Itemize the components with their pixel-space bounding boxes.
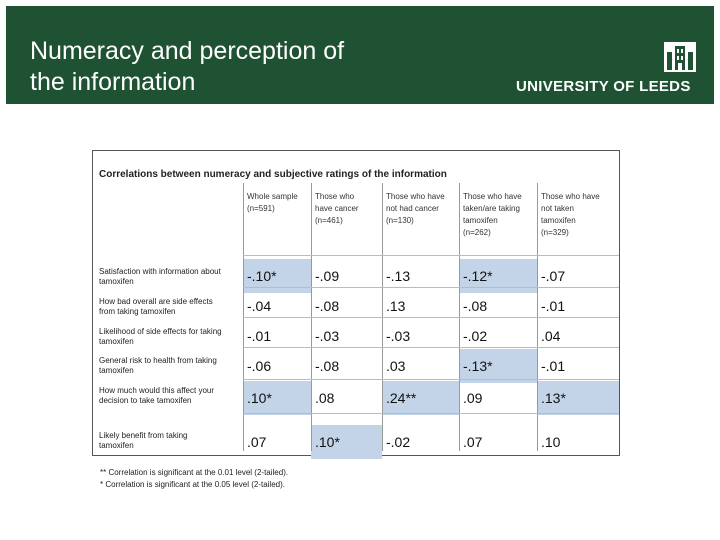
column-header-not-taken-tamoxifen: Those who have not taken tamoxifen (n=329) xyxy=(541,192,600,237)
table-cell: -.04 xyxy=(247,298,272,314)
grid-divider xyxy=(243,287,619,288)
table-cell: -.10* xyxy=(243,259,311,293)
row-label-side-effects-likelihood: Likelihood of side effects for taking tamoxifen xyxy=(99,327,222,346)
table-cell: -.12* xyxy=(459,259,537,293)
university-name: UNIVERSITY OF LEEDS xyxy=(516,78,691,95)
table-cell: .03 xyxy=(386,358,406,374)
table-cell: -.06 xyxy=(247,358,272,374)
column-header-have-cancer: Those who have cancer (n=461) xyxy=(315,192,359,225)
table-cell: .24** xyxy=(382,381,459,415)
table-cell: -.01 xyxy=(247,328,272,344)
table-cell: .07 xyxy=(463,434,483,450)
university-tower-icon xyxy=(664,40,696,72)
grid-divider xyxy=(243,413,619,414)
slide-title: Numeracy and perception of the information xyxy=(30,37,345,96)
table-cell: -.13 xyxy=(386,268,411,284)
row-label-likely-benefit: Likely benefit from taking tamoxifen xyxy=(99,431,188,450)
table-cell: .07 xyxy=(247,434,267,450)
table-cell: -.03 xyxy=(386,328,411,344)
footnote-significance-005: * Correlation is significant at the 0.05 level (2-tailed). xyxy=(100,480,285,489)
column-header-not-had-cancer: Those who have not had cancer (n=130) xyxy=(386,192,445,225)
table-caption: Correlations between numeracy and subjective ratings of the information xyxy=(99,169,447,180)
grid-divider xyxy=(243,347,619,348)
table-cell: -.08 xyxy=(463,298,488,314)
table-cell: -.08 xyxy=(315,298,340,314)
university-logo xyxy=(516,36,706,100)
footnote-significance-001: ** Correlation is significant at the 0.01 level (2-tailed). xyxy=(100,468,289,477)
table-cell: -.13* xyxy=(459,349,537,383)
row-label-side-effects-severity: How bad overall are side effects from taking tamoxifen xyxy=(99,297,213,316)
grid-divider xyxy=(243,255,619,256)
table-cell: .13* xyxy=(537,381,619,415)
table-cell: -.02 xyxy=(463,328,488,344)
row-label-general-risk: General risk to health from taking tamoxifen xyxy=(99,356,217,375)
table-cell: -.07 xyxy=(541,268,566,284)
table-cell: .04 xyxy=(541,328,561,344)
table-cell: .10* xyxy=(243,381,311,415)
header-banner xyxy=(6,6,714,104)
table-cell: -.08 xyxy=(315,358,340,374)
table-cell: -.01 xyxy=(541,358,566,374)
row-label-satisfaction: Satisfaction with information about tamoxifen xyxy=(99,267,221,286)
table-cell: .09 xyxy=(463,390,483,406)
column-header-whole-sample: Whole sample (n=591) xyxy=(247,192,298,213)
table-cell: .08 xyxy=(315,390,335,406)
table-cell: -.01 xyxy=(541,298,566,314)
table-cell: .10 xyxy=(541,434,561,450)
table-cell: -.09 xyxy=(315,268,340,284)
table-cell: .10* xyxy=(311,425,382,459)
row-label-decision-impact: How much would this affect your decision to take tamoxifen xyxy=(99,386,215,405)
column-header-taking-tamoxifen: Those who have taken/are taking tamoxifen (n=262) xyxy=(463,192,522,237)
table-cell: .13 xyxy=(386,298,406,314)
grid-divider xyxy=(243,317,619,318)
table-cell: -.02 xyxy=(386,434,411,450)
grid-divider xyxy=(243,379,619,380)
table-cell: -.03 xyxy=(315,328,340,344)
correlation-table xyxy=(92,150,620,456)
